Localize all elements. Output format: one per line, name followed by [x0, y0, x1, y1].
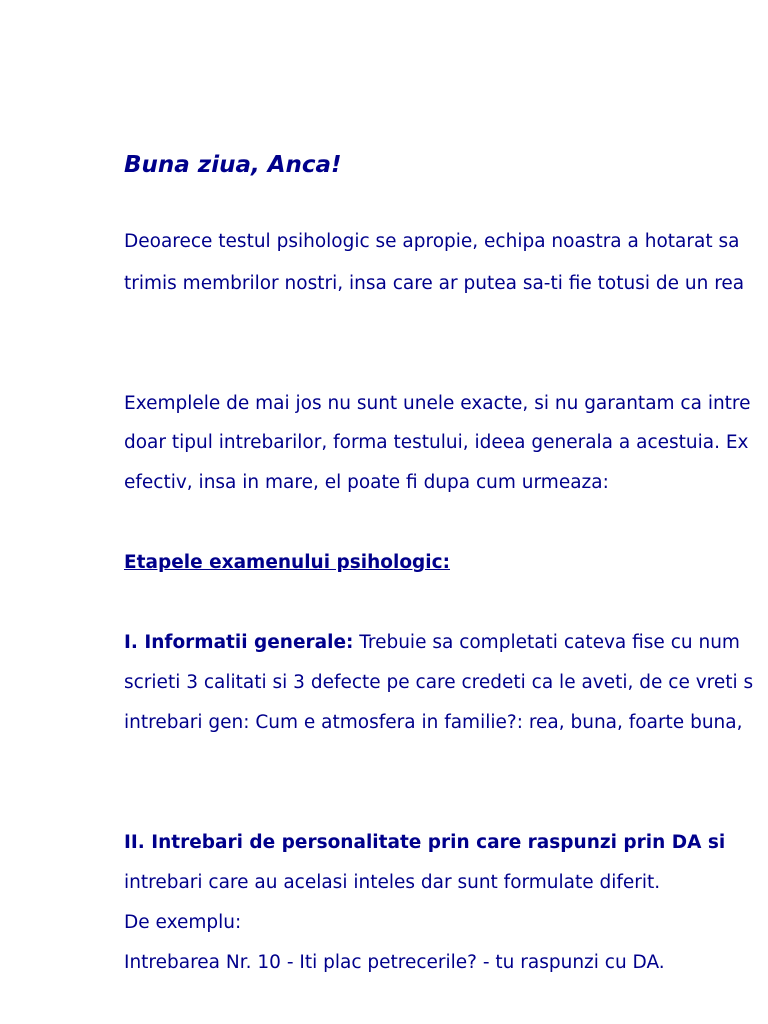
- section2-line-2: intrebari care au acelasi inteles dar sunt formulate diferit.: [124, 872, 661, 893]
- section1-line-2: scrieti 3 calitati si 3 defecte pe care credeti ca le aveti, de ce vreti s: [124, 672, 754, 693]
- section2-title: II. Intrebari de personalitate prin care raspunzi prin DA si: [124, 832, 726, 853]
- section1-line-1: [124, 631, 740, 655]
- section1-line-3: intrebari gen: Cum e atmosfera in familie?: rea, buna, foarte buna,: [124, 712, 743, 733]
- examples-line-2: doar tipul intrebarilor, forma testului, ideea generala a acestuia. Ex: [124, 432, 749, 453]
- stages-heading: Etapele examenului psihologic:: [124, 552, 450, 573]
- examples-line-1: Exemplele de mai jos nu sunt unele exacte, si nu garantam ca intre: [124, 393, 751, 414]
- intro-line-1: Deoarece testul psihologic se apropie, echipa noastra a hotarat sa: [124, 231, 740, 252]
- intro-line-2: trimis membrilor nostri, insa care ar putea sa-ti fie totusi de un rea: [124, 273, 745, 294]
- examples-line-3: efectiv, insa in mare, el poate fi dupa cum urmeaza:: [124, 472, 609, 493]
- section2-line-3: De exemplu:: [124, 912, 242, 933]
- greeting-heading: Buna ziua, Anca!: [124, 152, 342, 178]
- section1-line-1-text: Trebuie sa completati cateva fise cu num: [353, 632, 740, 653]
- section1-title: I. Informatii generale:: [124, 632, 354, 653]
- section2-line-4: Intrebarea Nr. 10 - Iti plac petrecerile? - tu raspunzi cu DA.: [124, 952, 665, 973]
